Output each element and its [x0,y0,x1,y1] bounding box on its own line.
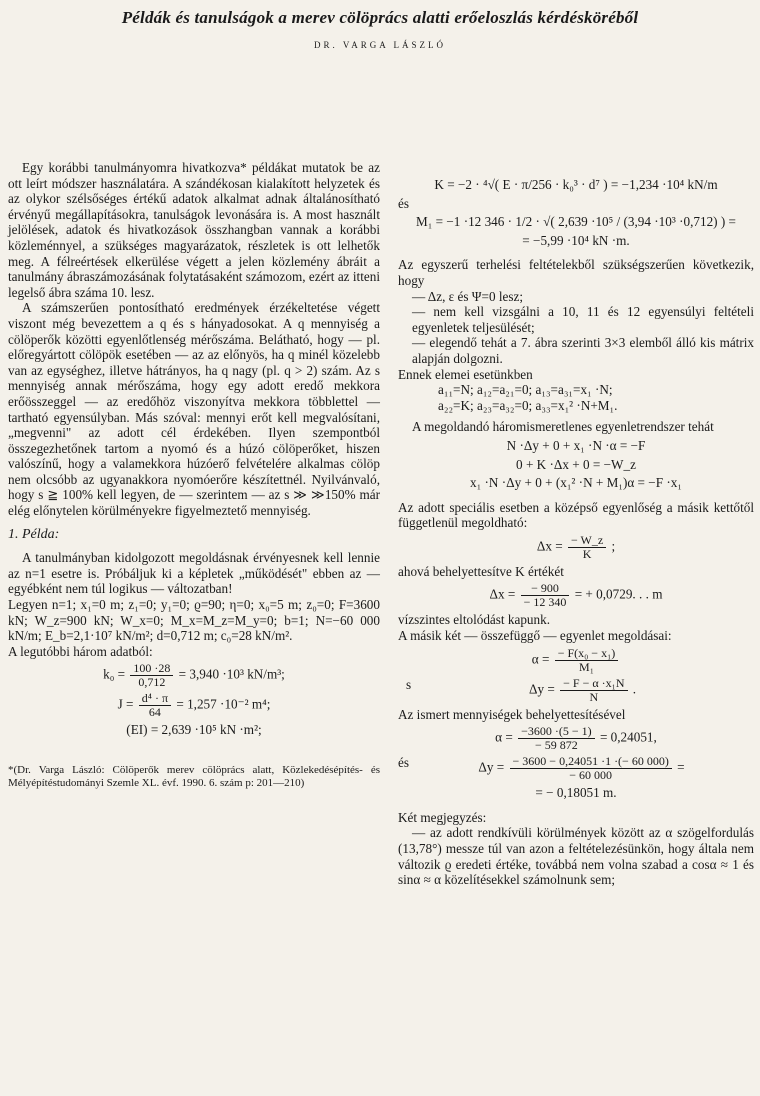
conjunction: s [406,676,412,692]
paragraph: A tanulmányban kidolgozott megoldásnak érvényesnek kell lennie az n=1 esetre is. Próbáljuk ki a képletek „működését" ebben az — egyébként nem túl logikus — változatban! [8,550,380,597]
parameter-list: Legyen n=1; x₁=0 m; z₁=0; y₁=0; ϱ=90; η=0; x₀=5 m; z₀=0; F=3600 kN; W_z=900 kN; W_x=0; M_x=M_z=M_y=0; b=1; N=−60 000 kN/m; E_b=2,1·10⁷ kN/m²; d=0,712 m; c₀=28 kN/m². [8,597,380,644]
numerator: d⁴ · π [139,692,171,706]
conjunction: és [398,195,409,211]
equation-lhs: k₀ = [103,666,126,682]
system-equation-3: x₁ ·N ·Δy + 0 + (x₁² ·N + M₁)α = −F ·x₁ [470,475,682,491]
system-equation-2: 0 + K ·Δx + 0 = −W_z [516,456,636,472]
fraction [568,534,606,561]
equation-rhs: = [677,759,685,775]
equation-m1-result: = −5,99 ·10⁴ kN ·m. [522,232,630,248]
paragraph: Egy korábbi tanulmányomra hivatkozva* példákat mutatok be az ott leírt módszer használatára. A szándékosan kialakított helyzetek és az olykor szélsőséges értékű adatok alkalmat adnak általánosítható érvényű megállapításokra, tanulságok levonására is. A most használt jelölések, adatok és hivatkozások összhangban vannak a korábbi közleménnyel, a szükséges magyarázatok, részletek is ott lelhetők meg. A félreértések elkerülése végett a jelen közlemény ábráit a tanulmány ábraszámozásának folytatásaként számozom, ezért az itteni legelső ábra száma 10. lesz. [8,160,380,300]
numerator: − 3600 − 0,24051 ·1 ·(− 60 000) [510,755,672,769]
left-column [8,160,380,790]
paragraph: ahová behelyettesítve K értékét [398,563,564,579]
paragraph: Az adott speciális esetben a középső egyenlőség a másik kettőtől függetlenül megoldható: [398,499,754,531]
matrix-row: a₂₂=K; a₂₃=a₃₂=0; a₃₃=x₁² ·N+M₁. [438,397,618,413]
paragraph: A másik két — összefüggő — egyenlet megoldásai: [398,628,672,644]
footnote: *(Dr. Varga László: Cölöperők merev cölöprács alatt, Közlekedésépítés- és Mélyépítéstudományi Szemle XL. évf. 1990. 6. szám p: 201—210) [8,764,380,789]
equation-rhs: = 3,940 ·10³ kN/m³; [178,666,285,682]
denominator: M₁ [579,659,594,674]
equation-rhs: = 0,24051, [599,729,657,745]
paragraph: A legutóbbi három adatból: [8,643,153,659]
equation-lhs: J = [117,696,134,712]
equation-dy-result: = − 0,18051 m. [535,785,617,801]
denominator: − 59 872 [534,738,578,753]
equation-lhs: Δx = [536,538,563,554]
section-heading: 1. Példa: [8,526,60,542]
equation-k0 [8,662,380,689]
equation-alpha [398,647,754,674]
denominator: − 60 000 [569,768,613,783]
equation-dx-value [398,582,754,609]
equation-k: K = −2 · ⁴√( E · π/256 · k₀³ · d⁷ ) = −1,234 ·10⁴ kN/m [434,177,718,192]
equation-lhs: Δy = [529,681,555,697]
equation-dy [398,677,754,704]
denominator: 0,712 [138,675,166,690]
fraction [130,662,173,689]
equation-m1: M₁ = −1 ·12 346 · 1/2 · √( 2,639 ·10⁵ / (3,94 ·10³ ·0,712) ) = [416,214,736,230]
author-line: DR. VARGA LÁSZLÓ [314,40,446,50]
paragraph: Az ismert mennyiségek behelyettesítésével [398,706,626,722]
list-item: — elegendő tehát a 7. ábra szerinti 3×3 elemből álló kis mátrix alapján dolgozni. [412,335,754,366]
numerator: − W_z [568,534,606,548]
paragraph: — az adott rendkívüli körülmények között az α szögelfordulás (13,78°) messze túl van azon a feltételezésünkön, hogy általa nem változik ϱ eredeti értéke, továbbá nem volna szabad a cosα ≈ 1 és sinα ≈ α közelítésekkel számolnunk sem; [398,825,754,888]
equation-dy-value [398,755,754,782]
list-item: — nem kell vizsgálni a 10, 11 és 12 egyensúlyi feltételi egyenletek teljesülését; [412,304,754,335]
paragraph: vízszintes eltolódást kapunk. [398,612,550,628]
denominator: − 12 340 [523,595,567,610]
equation-rhs: ; [611,538,616,554]
conjunction: és [398,755,409,771]
paragraph: Az egyszerű terhelési feltételekből szükségszerűen következik, hogy [398,257,754,288]
fraction [560,677,627,704]
equation-dx [398,534,754,561]
numerator: − 900 [521,582,570,596]
equation-lhs: α = [531,651,550,667]
article-title: Példák és tanulságok a merev cölöprács alatti erőeloszlás kérdésköréből [121,8,639,27]
equation-j [8,692,380,719]
fraction [521,582,570,609]
equation-alpha-value [398,725,754,752]
equation-ei: (EI) = 2,639 ·10⁵ kN ·m²; [126,722,262,738]
matrix-row: a₁₁=N; a₁₂=a₂₁=0; a₁₃=a₃₁=x₁ ·N; [438,382,613,398]
denominator: K [582,546,592,561]
right-column [398,174,754,888]
paragraph: A megoldandó háromismeretlenes egyenletrendszer tehát [412,419,714,435]
equation-lhs: Δy = [478,759,505,775]
fraction [555,647,619,674]
fraction [139,692,171,719]
equation-rhs: = 1,257 ·10⁻² m⁴; [176,696,271,712]
paragraph: Két megjegyzés: [398,809,487,825]
equation-rhs: . [632,681,637,697]
numerator: − F − α ·x₁N [560,677,627,691]
numerator: − F(x₀ − x₁) [555,647,619,661]
denominator: N [589,689,599,704]
fraction [518,725,595,752]
equation-lhs: Δx = [489,587,516,602]
paragraph: Ennek elemei esetünkben [398,366,533,382]
list-item: — Δz, ε és Ψ=0 lesz; [412,288,524,304]
denominator: 64 [148,705,161,720]
fraction [510,755,672,782]
numerator: −3600 ·(5 − 1) [518,725,595,739]
numerator: 100 ·28 [130,662,173,676]
equation-lhs: α = [495,729,513,745]
equation-rhs: = + 0,0729. . . m [574,587,663,602]
paragraph: A számszerűen pontosítható eredmények érzékeltetése végett viszont még bevezettem a q és s hányadosokat. A q mennyiség a cölöperők közötti egyenlőtlenség mérőszáma. Belátható, hogy — pl. előregyártott cölöpök esetében — az az előnyös, ha q minél közelebb van az egységhez, illetve hátrányos, ha q nagy (pl. q > 2) szám. Az s mennyiség annak mérőszáma, hogy egy adott eredő mekkora erőösszeggel — az eredőhöz viszonyítva mekkora többlettel — tartható egyensúlyban. Más szóval: mennyi erőt kell megvalósítani, „megvenni" az adott cél érdekében. Ilyen szempontból összegezhetőnek tartom a nyomó és a húzó cölöperőket, hiszen valószínű, hogy a valamekkora húzóerő felvételére alkalmas cölöp nem olcsóbb az ugyanakkora nyomóerőre készítettnél. Nyilvánvaló, hogy s ≧ 100% kell legyen, de — szerintem — az s ≫ ≫150% már elég előnytelen körülményekre figyelmeztető mennyiség. [8,300,380,519]
system-equation-1: N ·Δy + 0 + x₁ ·N ·α = −F [506,437,646,453]
